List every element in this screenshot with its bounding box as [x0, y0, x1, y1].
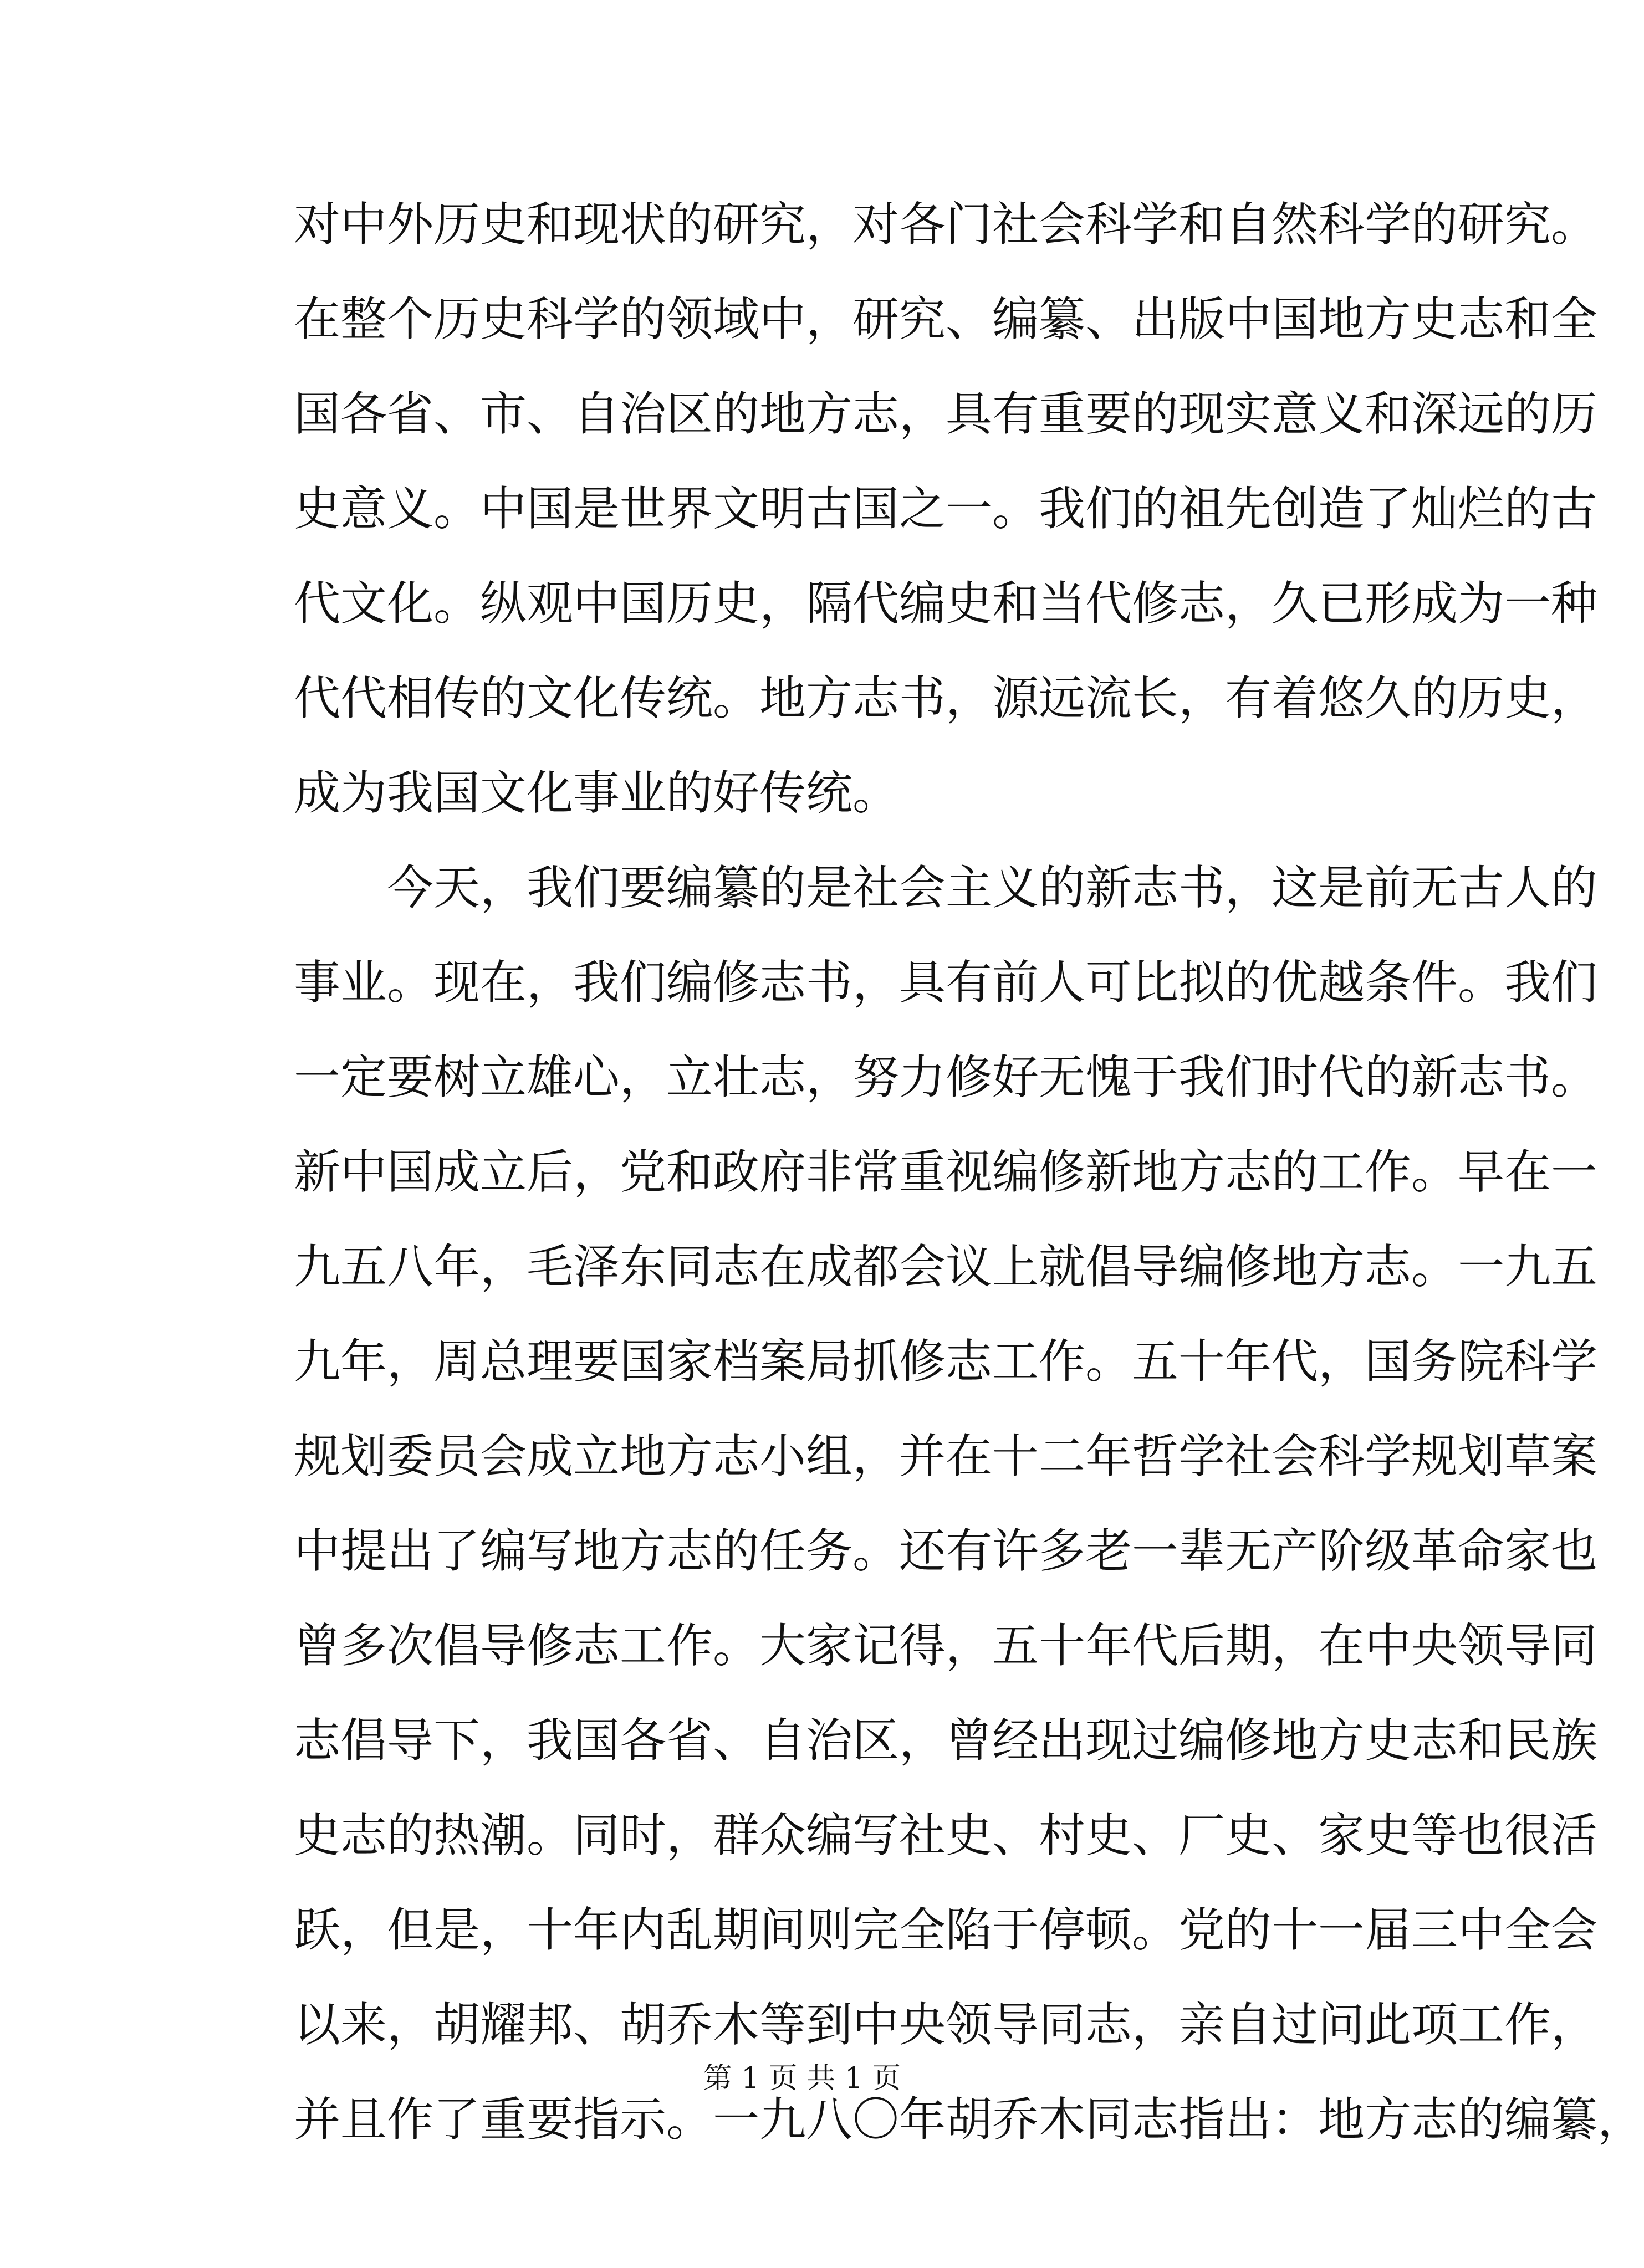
text-line: 并且作了重要指示。一九八〇年胡乔木同志指出：地方志的编纂，: [294, 2092, 1644, 2147]
text-line: 在整个历史科学的领域中，研究、编纂、出版中国地方史志和全: [294, 292, 1598, 346]
text-line: 史志的热潮。同时，群众编写社史、村史、厂史、家史等也很活: [294, 1808, 1598, 1862]
text-line: 代文化。纵观中国历史，隔代编史和当代修志，久已形成为一种: [294, 576, 1598, 631]
text-line: 跃，但是，十年内乱期间则完全陷于停顿。党的十一届三中全会: [294, 1903, 1598, 1957]
text-line: 一定要树立雄心，立壮志，努力修好无愧于我们时代的新志书。: [294, 1050, 1598, 1104]
body-text: [294, 177, 1644, 2167]
text-line: 新中国成立后，党和政府非常重视编修新地方志的工作。早在一: [294, 1145, 1598, 1199]
text-line: 九年，周总理要国家档案局抓修志工作。五十年代，国务院科学: [294, 1334, 1598, 1389]
text-line: 中提出了编写地方志的任务。还有许多老一辈无产阶级革命家也: [294, 1524, 1598, 1578]
text-line: 志倡导下，我国各省、自治区，曾经出现过编修地方史志和民族: [294, 1713, 1598, 1768]
page-number-footer: 第 1 页 共 1 页: [703, 2062, 901, 2095]
text-line: 以来，胡耀邦、胡乔木等到中央领导同志，亲自过问此项工作，: [294, 1998, 1598, 2052]
text-line: 成为我国文化事业的好传统。: [294, 766, 900, 820]
text-line: 曾多次倡导修志工作。大家记得，五十年代后期，在中央领导同: [294, 1619, 1598, 1673]
text-line: 九五八年，毛泽东同志在成都会议上就倡导编修地方志。一九五: [294, 1240, 1598, 1294]
text-line: 对中外历史和现状的研究，对各门社会科学和自然科学的研究。: [294, 197, 1598, 252]
text-line: 规划委员会成立地方志小组，并在十二年哲学社会科学规划草案: [294, 1429, 1598, 1483]
text-line: 代代相传的文化传统。地方志书，源远流长，有着悠久的历史，: [294, 671, 1598, 725]
text-line: 史意义。中国是世界文明古国之一。我们的祖先创造了灿烂的古: [294, 482, 1598, 536]
paragraph-first-line: 今天，我们要编纂的是社会主义的新志书，这是前无古人的: [387, 861, 1598, 915]
text-line: 事业。现在，我们编修志书，具有前人可比拟的优越条件。我们: [294, 955, 1598, 1010]
text-line: 国各省、市、自治区的地方志，具有重要的现实意义和深远的历: [294, 387, 1598, 441]
